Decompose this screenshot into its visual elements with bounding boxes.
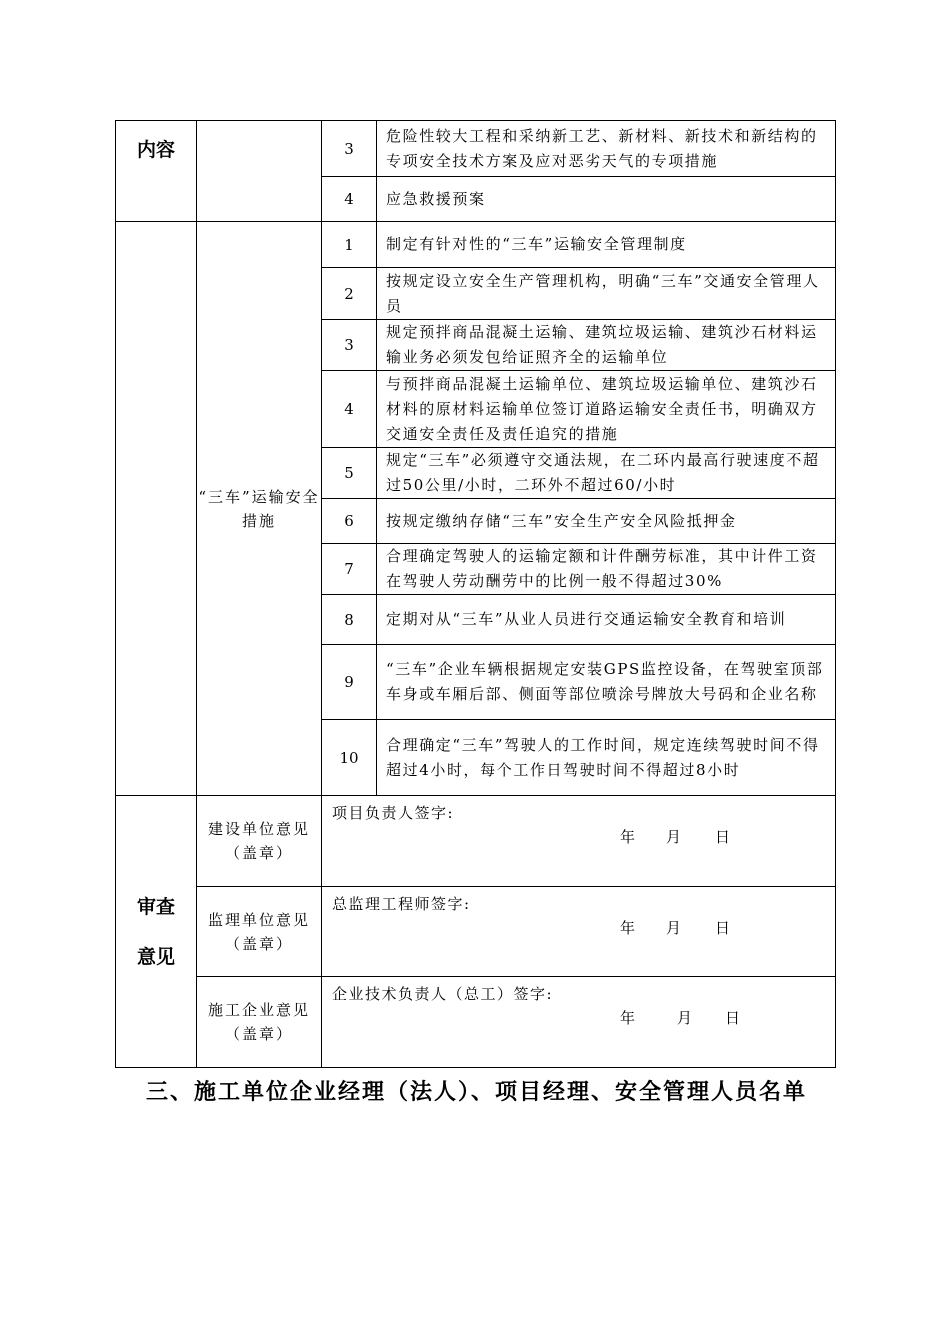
item-text: “三车”企业车辆根据规定安装GPS监控设备，在驾驶室顶部车身或车厢后部、侧面等部位喷涂号牌放大号码和企业名称 (377, 645, 836, 720)
item-text: 应急救援预案 (377, 177, 836, 222)
item-text: 制定有针对性的“三车”运输安全管理制度 (377, 222, 836, 268)
content-section-continued (116, 222, 197, 796)
date-day-label: 日 (725, 1009, 741, 1027)
date-day-label: 日 (715, 919, 731, 937)
item-text: 规定预拌商品混凝土运输、建筑垃圾运输、建筑沙石材料运输业务必须发包给证照齐全的运输单位 (377, 320, 836, 371)
date-year-label: 年 (620, 1009, 636, 1027)
item-number: 9 (322, 645, 377, 720)
item-text: 按规定设立安全生产管理机构，明确“三车”交通安全管理人员 (377, 268, 836, 320)
review-unit-label: 建设单位意见（盖章） (197, 796, 322, 887)
item-number: 4 (322, 177, 377, 222)
item-text: 合理确定“三车”驾驶人的工作时间，规定连续驾驶时间不得超过4小时，每个工作日驾驶时间不得超过8小时 (377, 720, 836, 796)
content-section-label: 内容 (116, 121, 197, 222)
item-text: 与预拌商品混凝土运输单位、建筑垃圾运输单位、建筑沙石材料的原材料运输单位签订道路运输安全责任书，明确双方交通安全责任及责任追究的措施 (377, 371, 836, 448)
review-signature-cell (322, 887, 836, 977)
review-unit-label: 监理单位意见（盖章） (197, 887, 322, 977)
signature-label: 项目负责人签字: (332, 804, 455, 822)
review-row (116, 977, 836, 1068)
review-row (116, 796, 836, 887)
item-text: 按规定缴纳存储“三车”安全生产安全风险抵押金 (377, 499, 836, 544)
item-number: 4 (322, 371, 377, 448)
item-text: 危险性较大工程和采纳新工艺、新材料、新技术和新结构的专项安全技术方案及应对恶劣天气的专项措施 (377, 121, 836, 177)
review-label-line-1: 审查 (136, 895, 175, 918)
item-number: 1 (322, 222, 377, 268)
date-month-label: 月 (677, 1009, 693, 1027)
review-label-line-2: 意见 (136, 945, 175, 968)
item-text: 规定“三车”必须遵守交通法规，在二环内最高行驶速度不超过50公里/小时，二环外不超过60/小时 (377, 448, 836, 499)
content-group-blank (197, 121, 322, 222)
item-number: 8 (322, 595, 377, 645)
date-month-label: 月 (666, 919, 682, 937)
date-day-label: 日 (715, 828, 731, 846)
content-row-3 (116, 121, 836, 177)
measure-row (116, 222, 836, 268)
date-year-label: 年 (620, 919, 636, 937)
date-year-label: 年 (620, 828, 636, 846)
signature-label: 企业技术负责人（总工）签字: (332, 985, 554, 1003)
review-unit-label: 施工企业意见（盖章） (197, 977, 322, 1068)
review-section-label (116, 796, 197, 1068)
review-signature-cell (322, 796, 836, 887)
item-number: 5 (322, 448, 377, 499)
item-text: 定期对从“三车”从业人员进行交通运输安全教育和培训 (377, 595, 836, 645)
three-vehicle-group-label: “三车”运输安全措施 (197, 222, 322, 796)
item-text: 合理确定驾驶人的运输定额和计件酬劳标准，其中计件工资在驾驶人劳动酬劳中的比例一般不得超过30% (377, 544, 836, 595)
section-heading: 三、施工单位企业经理（法人）、项目经理、安全管理人员名单 (146, 1080, 808, 1105)
date-month-label: 月 (666, 828, 682, 846)
review-row (116, 887, 836, 977)
item-number: 6 (322, 499, 377, 544)
item-number: 10 (322, 720, 377, 796)
review-signature-cell (322, 977, 836, 1068)
item-number: 7 (322, 544, 377, 595)
signature-label: 总监理工程师签字: (332, 895, 471, 913)
review-form-table (115, 120, 836, 1068)
item-number: 3 (322, 320, 377, 371)
item-number: 2 (322, 268, 377, 320)
item-number: 3 (322, 121, 377, 177)
